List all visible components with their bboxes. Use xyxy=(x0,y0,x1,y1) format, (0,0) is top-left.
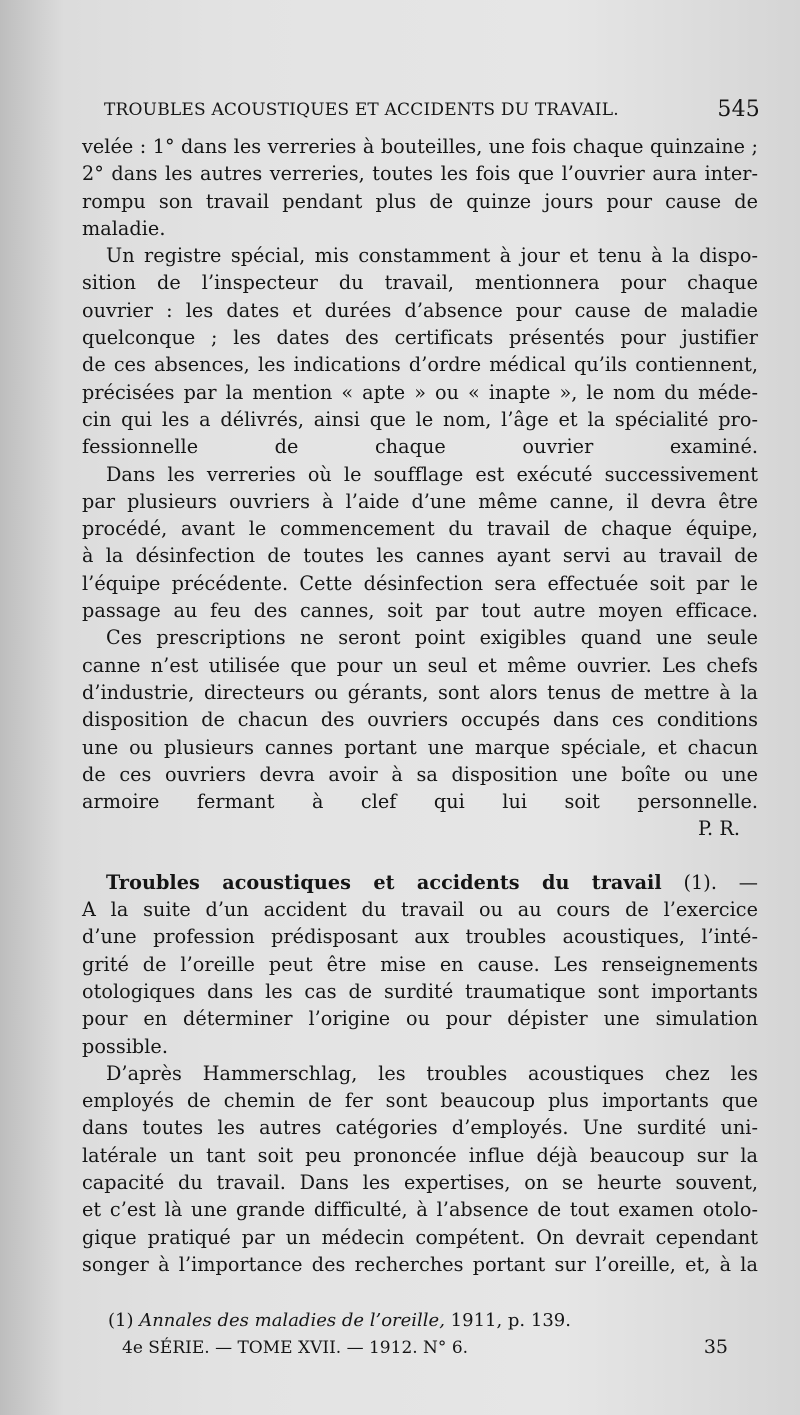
text-line: A la suite d’un accident du travail ou au cours de l’exercice xyxy=(82,898,758,922)
text-line: passage au feu des cannes, soit par tout autre moyen efficace. xyxy=(82,599,758,623)
paragraph-3 xyxy=(82,461,758,625)
text-line: Un registre spécial, mis constamment à jour et tenu à la dispo- xyxy=(106,244,758,268)
text-line: précisées par la mention « apte » ou « inapte », le nom du méde- xyxy=(82,380,758,404)
series-info: 4e SÉRIE. — TOME XVII. — 1912. N° 6. xyxy=(122,1338,469,1358)
signature: P. R. xyxy=(697,817,740,841)
text-line: 2° dans les autres verreries, toutes les fois que l’ouvrier aura inter- xyxy=(82,162,758,186)
text-line: sition de l’inspecteur du travail, mentionnera pour chaque xyxy=(82,271,758,295)
text-line: songer à l’importance des recherches portant sur l’oreille, et, à la xyxy=(82,1252,758,1276)
text-line: capacité du travail. Dans les expertises, on se heurte souvent, xyxy=(82,1170,758,1194)
text-line: possible. xyxy=(82,1034,168,1058)
text-line: à la désinfection de toutes les cannes ayant servi au travail de xyxy=(82,544,758,568)
text-line: dans toutes les autres catégories d’employés. Une surdité uni- xyxy=(82,1116,758,1140)
paragraph-4 xyxy=(82,624,758,815)
text-line: quelconque ; les dates des certificats présentés pour justifier xyxy=(82,326,758,350)
text-line: et c’est là une grande difficulté, à l’absence de tout examen otolo- xyxy=(82,1198,758,1222)
text-line: latérale un tant soit peu prononcée influe déjà beaucoup sur la xyxy=(82,1143,758,1167)
section-gap xyxy=(82,843,758,869)
text-line: une ou plusieurs cannes portant une marque spéciale, et chacun xyxy=(82,735,758,759)
text-line: ouvrier : les dates et durées d’absence pour cause de maladie xyxy=(82,298,758,322)
paragraph-5 xyxy=(82,869,758,1060)
text-line: de ces absences, les indications d’ordre médical qu’ils contiennent, xyxy=(82,353,758,377)
text-line: de ces ouvriers devra avoir à sa disposition une boîte ou une xyxy=(82,762,758,786)
footnote xyxy=(108,1309,758,1333)
footnote-citation: 1911, p. 139. xyxy=(444,1310,571,1331)
text-line: maladie. xyxy=(82,216,166,240)
text-line: D’après Hammerschlag, les troubles acoustiques chez les xyxy=(106,1061,758,1085)
text-line: Ces prescriptions ne seront point exigibles quand une seule xyxy=(106,626,758,650)
paragraph-1 xyxy=(82,133,758,242)
text-line: par plusieurs ouvriers à l’aide d’une même canne, il devra être xyxy=(82,489,758,513)
section-title: Troubles acoustiques et accidents du travail xyxy=(106,870,662,894)
text-line: rompu son travail pendant plus de quinze jours pour cause de xyxy=(82,189,758,213)
page-body xyxy=(82,133,758,1278)
text-line: gique pratiqué par un médecin compétent. On devrait cependant xyxy=(82,1225,758,1249)
text-line: canne n’est utilisée que pour un seul et même ouvrier. Les chefs xyxy=(82,653,758,677)
page-number: 545 xyxy=(717,97,760,122)
paragraph-2 xyxy=(82,242,758,460)
signature-number: 35 xyxy=(703,1336,728,1358)
running-title: TROUBLES ACOUSTIQUES ET ACCIDENTS DU TRAVAIL. xyxy=(104,100,619,120)
text-line: grité de l’oreille peut être mise en cause. Les renseignements xyxy=(82,952,758,976)
text-line: l’équipe précédente. Cette désinfection sera effectuée soit par le xyxy=(82,571,758,595)
text-line: fessionnelle de chaque ouvrier examiné. xyxy=(82,435,758,459)
text-line: disposition de chacun des ouvriers occupés dans ces conditions xyxy=(82,708,758,732)
section-reference: (1). — xyxy=(661,870,759,894)
page-footer xyxy=(122,1338,728,1358)
text-line: armoire fermant à clef qui lui soit personnelle. xyxy=(82,790,758,814)
text-line: otologiques dans les cas de surdité traumatique sont importants xyxy=(82,979,758,1003)
footnote-title: Annales des maladies de l’oreille, xyxy=(139,1310,445,1331)
text-line: cin qui les a délivrés, ainsi que le nom, l’âge et la spécialité pro- xyxy=(82,407,758,431)
running-header xyxy=(104,97,760,132)
text-line: pour en déterminer l’origine ou pour dépister une simulation xyxy=(82,1007,758,1031)
text-line: d’une profession prédisposant aux troubles acoustiques, l’inté- xyxy=(82,925,758,949)
text-line: procédé, avant le commencement du travail de chaque équipe, xyxy=(82,517,758,541)
text-line: employés de chemin de fer sont beaucoup plus importants que xyxy=(82,1089,758,1113)
paragraph-6 xyxy=(82,1060,758,1278)
text-line: velée : 1° dans les verreries à bouteilles, une fois chaque quinzaine ; xyxy=(82,135,758,158)
text-line: Dans les verreries où le soufflage est exécuté successivement xyxy=(106,462,758,486)
footnote-marker: (1) xyxy=(108,1310,140,1331)
text-line: d’industrie, directeurs ou gérants, sont alors tenus de mettre à la xyxy=(82,680,758,704)
